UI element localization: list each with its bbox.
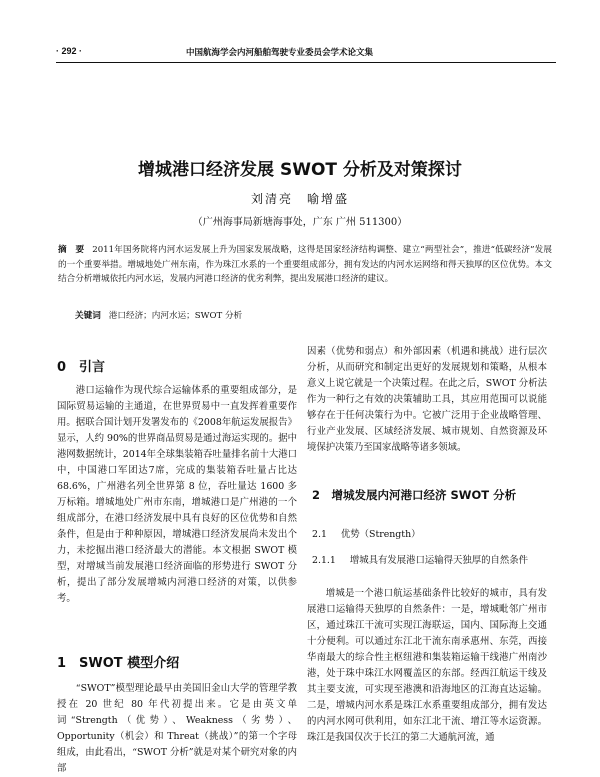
section-0-body — [57, 383, 297, 607]
right-column-continuation — [307, 344, 547, 456]
paper-title: 增城港口经济发展 SWOT 分析及对策探讨 — [138, 160, 462, 180]
section-2-paragraph: 增城是一个港口航运基础条件比较好的城市，具有发展港口运输得天独厚的自然条件：一是，增城毗邻广州市区，通过珠江干流可实现江海联运，国内、国际海上交通十分便利。可以通过东江北干流东南承惠州、东莞，西接华南最大的综合性主枢纽港和集装箱运输干线港广州南沙港，处于珠中珠江水网覆盖区的东部。经西江航运干线及其主要支流，可实现至港澳和沿海地区的江海直达运输。二是，增城内河水系是珠江水系重要组成部分，拥有发达的内河水网可供利用，如东江北干流、增江等水运资源。珠江是我国仅次于长江的第二大通航河流，通 — [307, 588, 547, 743]
section-2-body — [307, 586, 547, 746]
subsection-2-1 — [312, 527, 552, 542]
section-1-body — [57, 681, 297, 777]
journal-title: 中国航海学会内河船舶驾驶专业委员会学术论文集 — [186, 48, 374, 58]
header-rule — [56, 62, 556, 63]
subsection-2-1-number: 2.1 — [312, 529, 327, 540]
subsection-2-1-1 — [312, 553, 552, 568]
subsection-2-1-1-number: 2.1.1 — [312, 555, 336, 566]
subsection-2-1-1-title: 增城具有发展港口运输得天独厚的自然条件 — [349, 555, 528, 566]
page-number: · 292 · — [56, 46, 83, 56]
section-1-heading: 1 SWOT 模型介绍 — [57, 656, 180, 671]
section-2-heading: 2 增城发展内河港口经济 SWOT 分析 — [312, 488, 517, 502]
abstract-text: 2011年国务院将内河水运发展上升为国家发展战略，这得是国家经济结构调整、建立“两型社会”，推进“低碳经济”发展的一个重要举措。增城地处广州东南，作为珠江水系的一个重要组成部分，拥有发达的内河水运网络和得天独厚的区位优势。本文结合分析增城依托内河水运，发展内河港口经济的优劣利弊，提出发展港口经济的建议。 — [58, 245, 552, 284]
continuation-paragraph: 因素（优势和弱点）和外部因素（机遇和挑战）进行层次分析，从而研究和制定出更好的发展规划和策略，从根本意义上说它就是一个决策过程。在此之后，SWOT 分析法作为一种行之有效的决策辅助工具，其应用范围可以说能够存在于任何决策行为中。它被广泛用于企业战略管理、行业产业发展、区域经济发展、城市规划、自然资源及环境保护决策乃至国家战略等诸多领域。 — [307, 346, 547, 453]
subsection-2-1-title: 优势（Strength） — [340, 529, 421, 540]
section-0-heading: 0 引言 — [57, 360, 106, 375]
section-1-paragraph: “SWOT”模型理论最早由美国旧金山大学的管理学教授在 20 世纪 80 年代初提出来。它是由英文单词“Strength（优势）、Weakness（劣势）、Opportunity（机会）和 Threat（挑战）”的第一个字母组成，由此看出，“SWOT 分析”就是对某个研究对象的内部 — [57, 683, 297, 774]
running-header — [56, 44, 556, 60]
keywords — [75, 309, 555, 323]
section-0-paragraph: 港口运输作为现代综合运输体系的重要组成部分，是国际贸易运输的主通道，在世界贸易中一直发挥着重要作用。据联合国计划开发署发布的《2008年航运发展报告》显示，人约 90%的世界商品贸易是通过海运实现的。据中港网数据统计，2014年全球集装箱吞吐量排名前十大港口中，中国港口军团达7席，完成的集装箱吞吐量占比达 68.6%，广州港名列全世界第 8 位，吞吐量达 1600 多万标箱。增城地处广州市东南，增城港口是广州港的一个组成部分，在港口经济发展中具有良好的区位优势和自然条件，但是由于种种原因，增城港口经济发展尚未发出个力，未挖掘出港口经济最大的潜能。本文根据 SWOT 模型，对增城当前发展港口经济面临的形势进行 SWOT 分析，提出了部分发展增城内河港口经济的对策，以供参考。 — [57, 385, 297, 604]
abstract — [58, 243, 552, 287]
keywords-label: 关键词 — [75, 311, 101, 321]
authors: 刘清亮 喻增盛 — [250, 192, 349, 206]
affiliation: （广州海事局新塘海事处，广东 广州 511300） — [192, 217, 408, 228]
abstract-label: 摘 要 — [58, 245, 85, 255]
keywords-text: 港口经济；内河水运；SWOT 分析 — [108, 311, 243, 321]
